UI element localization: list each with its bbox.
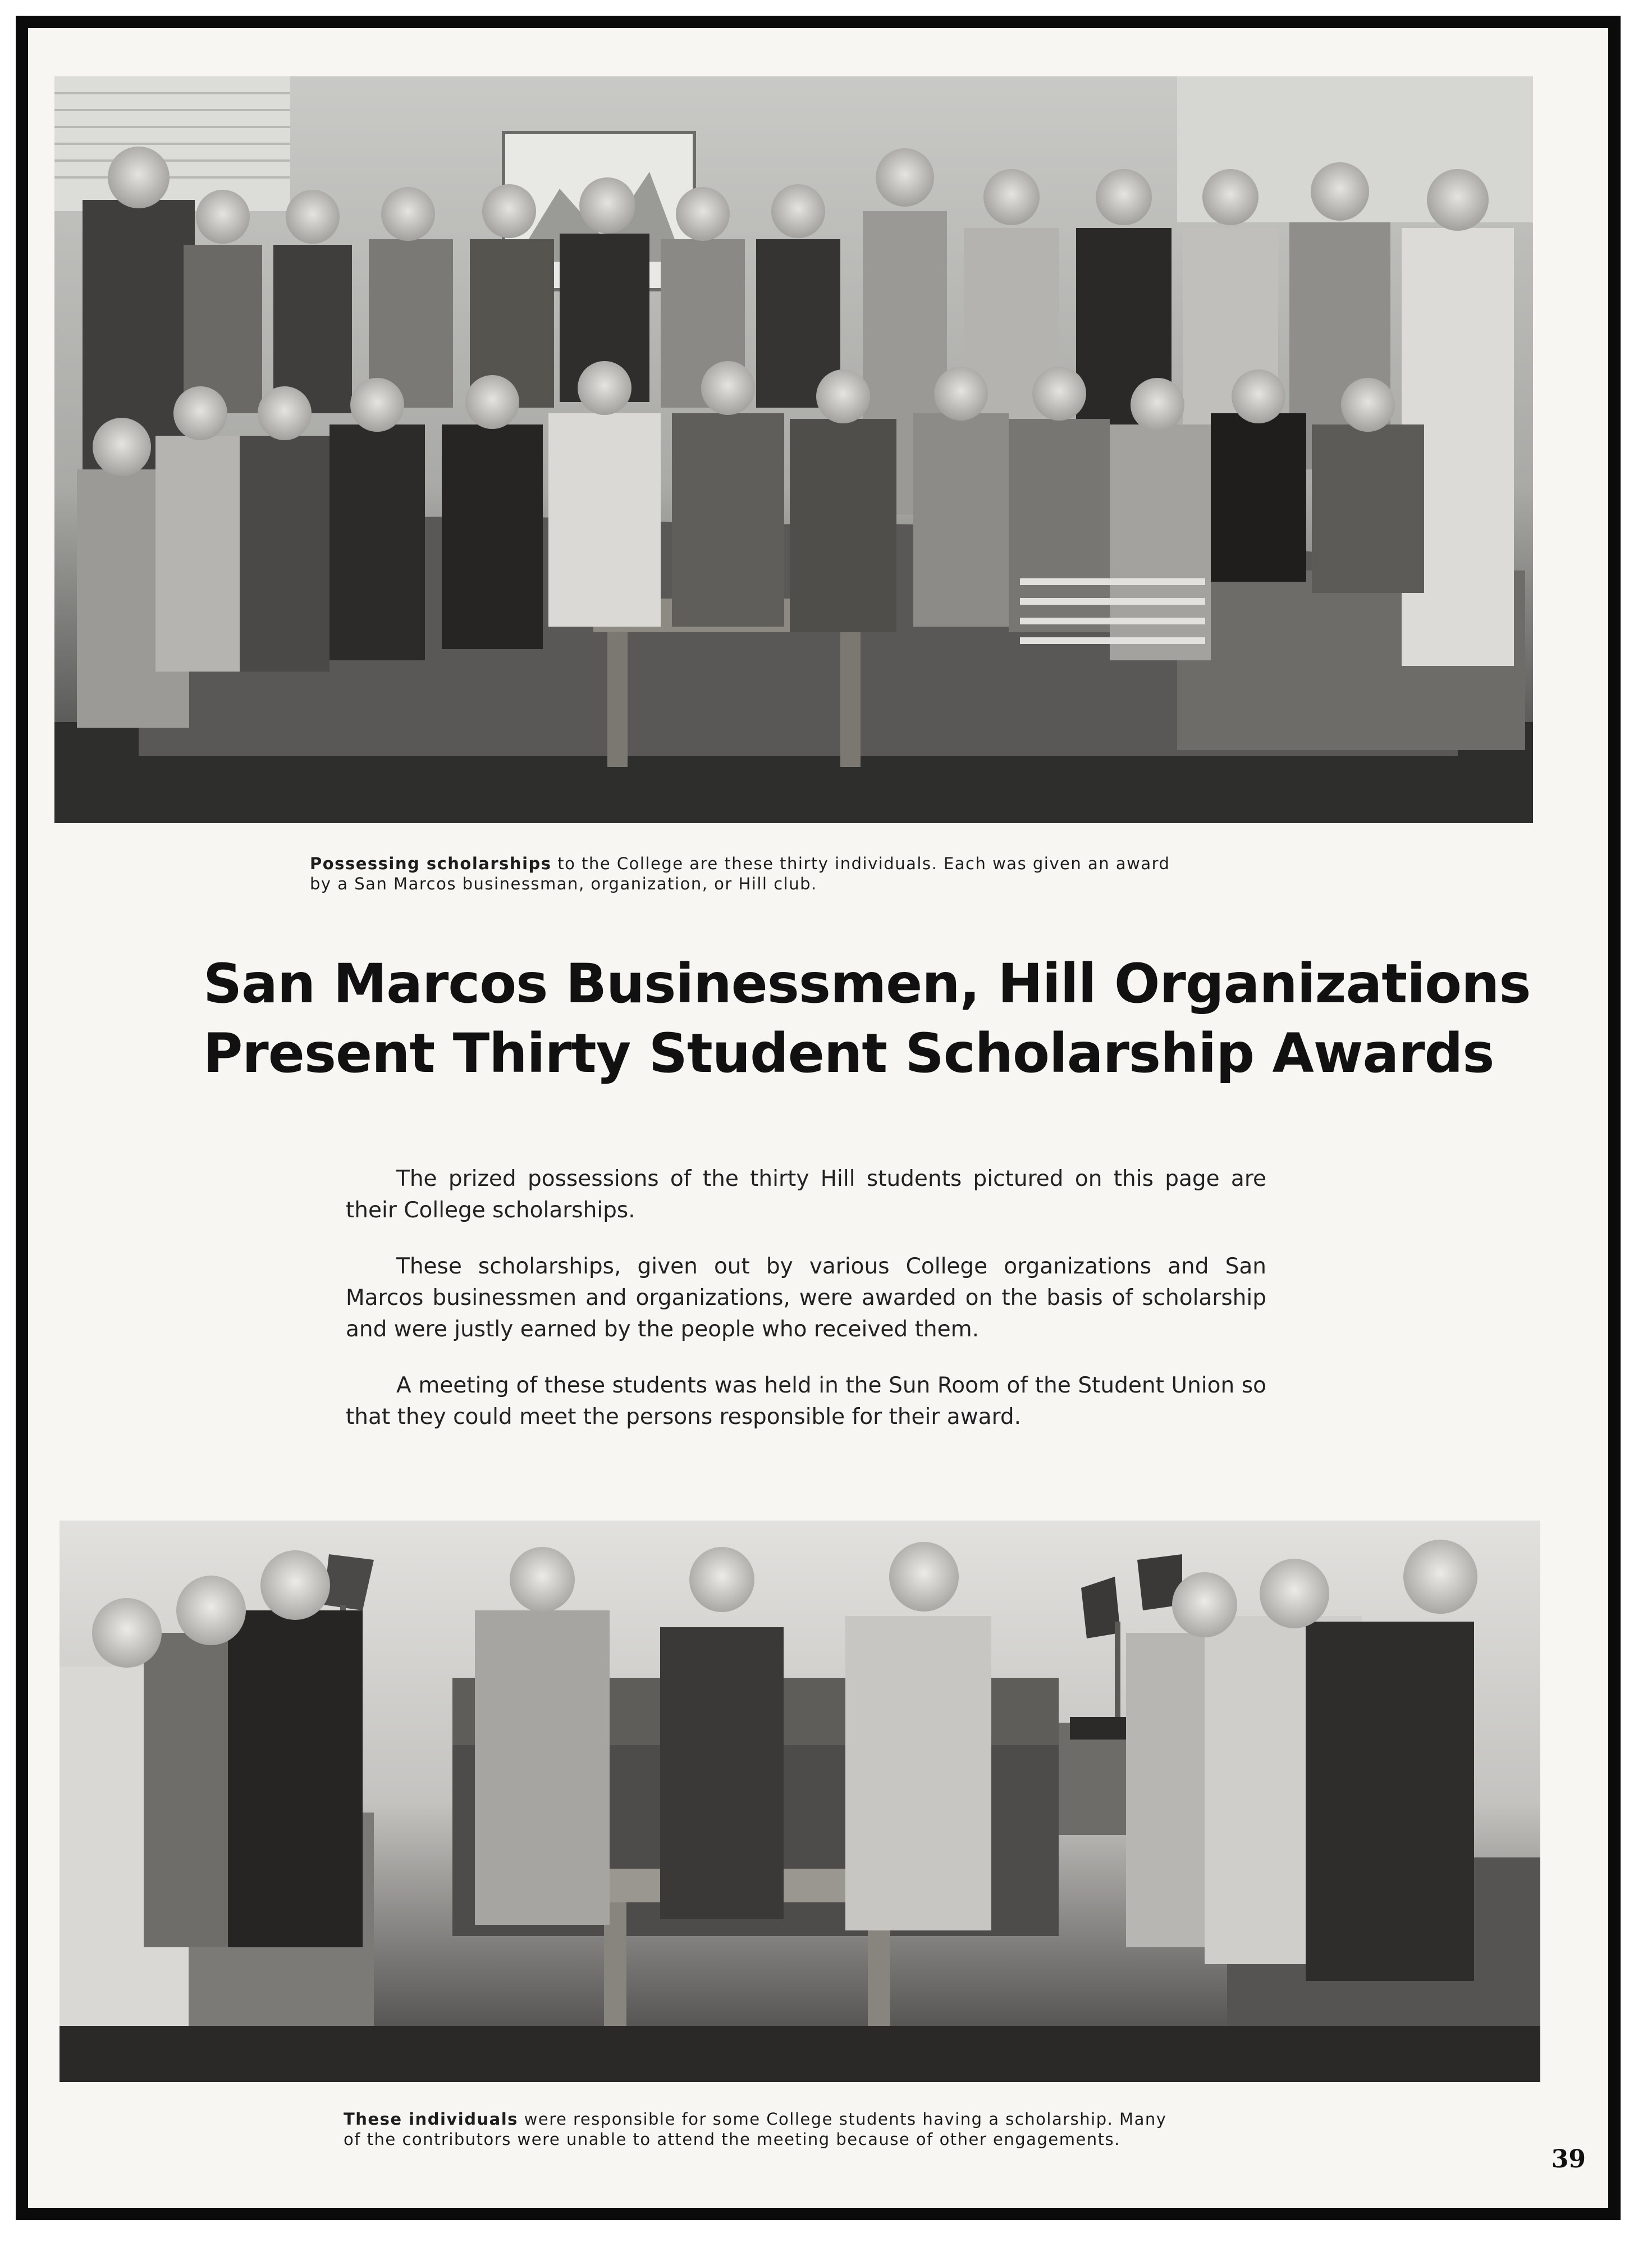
top-group-photo: [54, 76, 1533, 823]
headline-line1: San Marcos Businessmen, Hill Organizations: [203, 952, 1531, 1015]
bottom-caption-line2: of the contributors were unable to attend the meeting because of other engagements.: [344, 2130, 1120, 2149]
bottom-caption-line1-rest: were responsible for some College students having a scholarship. Many: [518, 2110, 1167, 2129]
bottom-caption-line1: [344, 2109, 1354, 2129]
top-caption-line2: by a San Marcos businessman, organization, or Hill club.: [310, 874, 817, 893]
top-caption-line1: [310, 853, 1320, 874]
body-paragraph: The prized possessions of the thirty Hill students pictured on this page are their College scholarships.: [346, 1166, 1266, 1223]
body-paragraph: A meeting of these students was held in the Sun Room of the Student Union so that they could meet the persons responsible for their award.: [346, 1373, 1266, 1430]
bottom-photo-image: [60, 1521, 1540, 2082]
bottom-photo-caption: [344, 2109, 1354, 2149]
article-headline: [203, 949, 1531, 1088]
top-photo-image: [54, 76, 1533, 823]
article-body: [346, 1163, 1266, 1458]
bottom-group-photo: [60, 1521, 1540, 2082]
body-paragraph: These scholarships, given out by various College organizations and San Marcos businessmen and organizations, were awarded on the basis of scholarship and were justly earned by the people who received them.: [346, 1254, 1266, 1342]
bottom-caption-lead: These individuals: [344, 2110, 518, 2129]
top-photo-caption: [310, 853, 1320, 894]
page-number: 39: [1551, 2145, 1586, 2174]
top-caption-lead: Possessing scholarships: [310, 854, 552, 873]
headline-line2: Present Thirty Student Scholarship Awards: [203, 1022, 1494, 1085]
top-caption-line1-rest: to the College are these thirty individuals. Each was given an award: [551, 854, 1170, 873]
